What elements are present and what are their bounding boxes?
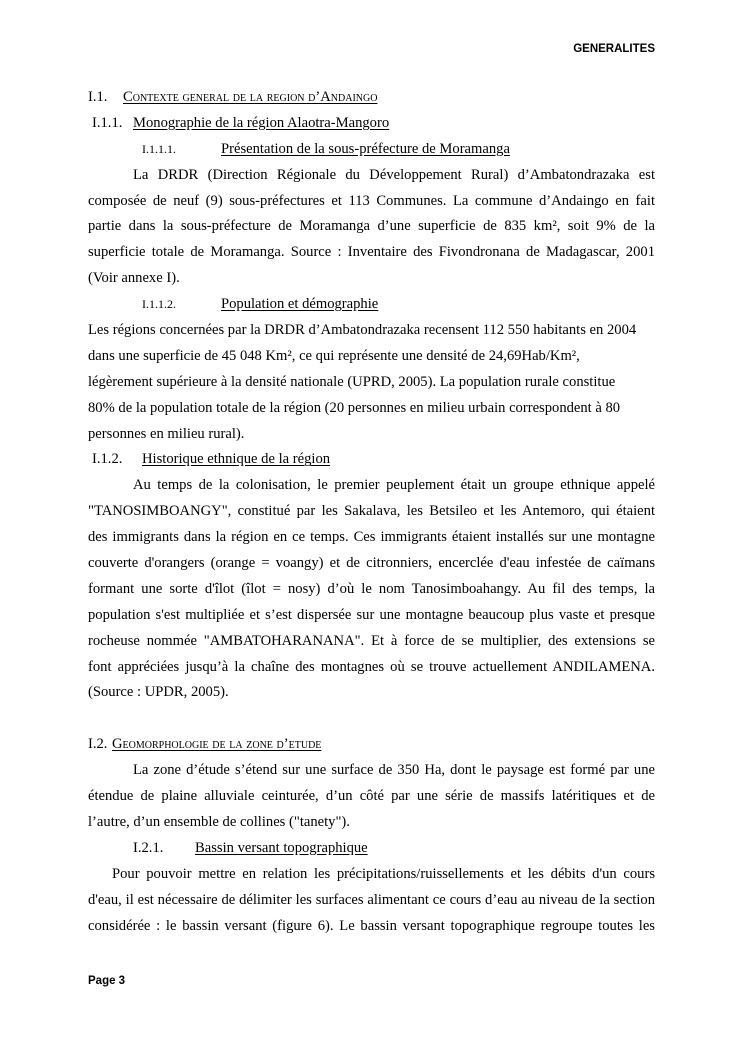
- text-line: partie dans la sous-préfecture de Moramanga d’une superficie de 835 km², soit 9% de la: [88, 218, 655, 235]
- text-line: légèrement supérieure à la densité nationale (UPRD, 2005). La population rurale constitue: [88, 373, 616, 390]
- text-line: font appréciées jusqu’à la chaîne des montagnes où se trouve actuellement ANDILAMENA.: [88, 658, 655, 675]
- paragraph-geomorphologie: [88, 758, 655, 836]
- text-line: personnes en milieu rural).: [88, 425, 245, 442]
- text-line: composée de neuf (9) sous-préfectures et 113 Communes. La commune d’Andaingo en fait: [88, 192, 655, 209]
- heading-number: I.1.1.2.: [142, 297, 176, 312]
- blank-line: [88, 706, 655, 732]
- heading-number: I.1.: [88, 89, 108, 105]
- paragraph-historique: [88, 473, 655, 706]
- heading-1-1-1-1: [88, 137, 655, 163]
- heading-number: I.1.2.: [92, 451, 123, 468]
- heading-number: I.1.1.1.: [142, 141, 176, 156]
- heading-title: Geomorphologie de la zone d’etude: [112, 736, 322, 753]
- heading-title: Monographie de la région Alaotra-Mangoro: [133, 114, 390, 131]
- text-line: superficie totale de Moramanga. Source : Inventaire des Fivondronana de Madagascar, 2001: [88, 244, 655, 261]
- text-line: La DRDR (Direction Régionale du Développement Rural) d’Ambatondrazaka est: [133, 166, 655, 183]
- text-line: étendue de plaine alluviale ceinturée, d’un côté par une série de massifs latéritiques et de: [88, 788, 655, 805]
- heading-title: Contexte general de la region d’Andaingo: [123, 89, 378, 105]
- paragraph-bassin: [88, 862, 655, 940]
- page-number: Page 3: [88, 975, 126, 987]
- text-line: La zone d’étude s’étend sur une surface de 350 Ha, dont le paysage est formé par une: [133, 762, 655, 779]
- text-line: couverte d'orangers (orange = voangy) et de citronniers, encerclée d'eau infestée de caïmans: [88, 555, 655, 572]
- text-line: "TANOSIMBOANGY", constitué par les Sakalava, les Betsileo et les Antemoro, qui étaient: [88, 503, 655, 520]
- text-line: l’autre, d’un ensemble de collines ("tanety").: [88, 813, 350, 830]
- text-line: Les régions concernées par la DRDR d’Ambatondrazaka recensent 112 550 habitants en 2004: [88, 322, 637, 339]
- heading-1-2: [88, 732, 655, 758]
- heading-title: Historique ethnique de la région: [142, 451, 331, 468]
- heading-1-1-1-2: [88, 292, 655, 318]
- heading-title: Présentation de la sous-préfecture de Moramanga: [221, 140, 510, 157]
- text-line: population s'est multipliée et s’est dispersée sur une montagne beaucoup plus vaste et presque: [88, 606, 655, 623]
- text-line: 80% de la population totale de la région (20 personnes en milieu urbain correspondent à 80: [88, 399, 621, 416]
- text-line: considérée : le bassin versant (figure 6). Le bassin versant topographique regroupe toutes les: [88, 917, 655, 934]
- text-line: dans une superficie de 45 048 Km², ce qui représente une densité de 24,69Hab/Km²,: [88, 347, 580, 364]
- heading-number: I.2.: [88, 736, 108, 753]
- text-line: Pour pouvoir mettre en relation les précipitations/ruissellements et les débits d'un cours: [112, 865, 655, 882]
- heading-title: Bassin versant topographique: [195, 839, 368, 856]
- paragraph-population: [88, 318, 655, 447]
- heading-title: Population et démographie: [221, 296, 379, 313]
- text-line: rocheuse nommée "AMBATOHARANANA". Et à force de se multiplier, des extensions se: [88, 632, 655, 649]
- running-header: GENERALITES: [573, 43, 655, 55]
- document-body: [88, 85, 655, 939]
- heading-1-2-1: [88, 836, 655, 862]
- heading-1-1: [88, 85, 655, 111]
- paragraph-presentation: [88, 163, 655, 292]
- heading-1-1-2: [88, 447, 655, 473]
- text-line: d'eau, il est nécessaire de délimiter les surfaces alimentant ce cours d’eau au niveau de la section: [88, 891, 655, 908]
- heading-1-1-1: [88, 111, 655, 137]
- heading-number: I.2.1.: [133, 839, 164, 856]
- text-line: des immigrants dans la région en ce temps. Ces immigrants étaient installés sur une montagne: [88, 529, 655, 546]
- text-line: formant une sorte d'îlot (îlot = nosy) d’où le nom Tanosimboahangy. Au fil des temps, la: [88, 580, 655, 597]
- text-line: Au temps de la colonisation, le premier peuplement était un groupe ethnique appelé: [133, 477, 655, 494]
- text-line: (Source : UPDR, 2005).: [88, 684, 229, 701]
- text-line: (Voir annexe I).: [88, 270, 180, 287]
- heading-number: I.1.1.: [92, 114, 123, 131]
